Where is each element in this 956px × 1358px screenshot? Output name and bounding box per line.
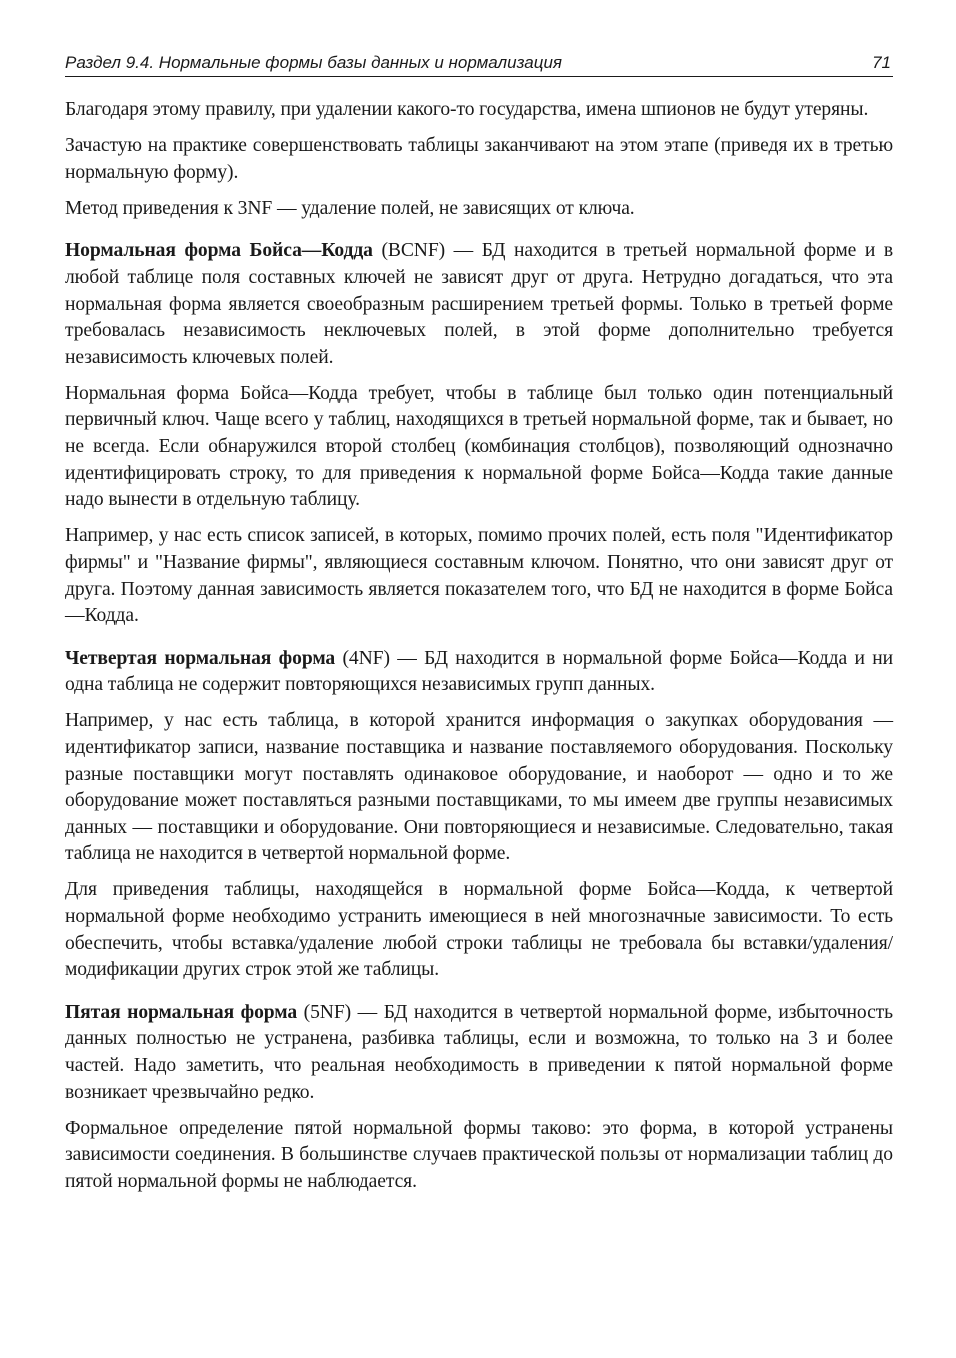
defined-term: Пятая нормальная форма [65, 1001, 298, 1023]
definition-paragraph [65, 646, 893, 699]
body-text [65, 97, 893, 1195]
paragraph-text: (BCNF) — БД находится в третьей нормальной форме и в любой таблице поля составных ключей не зависят друг от друга. Нетрудно догадаться, что эта нормальная форма является своеобразным расширением третьей формы. Только в третьей форме требовалась независимость неключевых полей, в этой форме дополнительно требуется независимость ключевых полей. [65, 240, 893, 368]
running-header [65, 52, 893, 77]
paragraph [65, 708, 893, 868]
paragraph [65, 1116, 893, 1196]
book-page [65, 52, 893, 1205]
defined-term: Нормальная форма Бойса—Кодда [65, 240, 373, 262]
paragraph-text: Зачастую на практике совершенствовать таблицы заканчивают на этом этапе (приведя их в третью нормальную форму). [65, 135, 893, 183]
paragraph-text: Благодаря этому правилу, при удалении какого-то государства, имена шпионов не будут утеряны. [65, 99, 869, 120]
defined-term: Четвертая нормальная форма [65, 647, 336, 669]
paragraph [65, 133, 893, 186]
paragraph [65, 877, 893, 983]
page-number: 71 [872, 53, 891, 72]
paragraph-text: Для приведения таблицы, находящейся в нормальной форме Бойса—Кодда, к четвертой нормальной форме необходимо устранить имеющиеся в ней многозначные зависимости. То есть обеспечить, чтобы вставка/удаление любой строки таблицы не требовала бы вставки/удаления/модификации других строк этой же таблицы. [65, 879, 893, 981]
paragraph [65, 97, 893, 124]
section-title: Раздел 9.4. Нормальные формы базы данных и нормализация [65, 53, 562, 72]
paragraph-text: (5NF) — БД находится в четвертой нормальной форме, избыточность данных полностью не устранена, разбивка таблицы, если и возможна, то только на 3 и более частей. Надо заметить, что реальная необходимость в приведении к пятой нормальной форме возникает чрезвычайно редко. [65, 1001, 893, 1103]
paragraph [65, 381, 893, 514]
paragraph [65, 196, 893, 223]
paragraph-text: Например, у нас есть таблица, в которой хранится информация о закупках оборудования — идентификатор записи, название поставщика и название поставляемого оборудования. Поскольку разные поставщики могут поставлять одинаковое оборудование, и наоборот — одно и то же оборудование может поставляться разными поставщиками, то мы имеем две группы независимых данных — поставщики и оборудование. Они повторяющиеся и независимые. Следовательно, такая таблица не находится в четвертой нормальной форме. [65, 710, 893, 865]
paragraph-text: (4NF) — БД находится в нормальной форме Бойса—Кодда и ни одна таблица не содержит повторяющихся независимых групп данных. [65, 647, 893, 696]
paragraph-text: Нормальная форма Бойса—Кодда требует, чтобы в таблице был только один потенциальный первичный ключ. Чаще всего у таблиц, находящихся в третьей нормальной форме, так и бывает, но не всегда. Если обнаружился второй столбец (комбинация столбцов), позволяющий однозначно идентифицировать строку, то для приведения к нормальной форме Бойса—Кодда такие данные надо вынести в отдельную таблицу. [65, 382, 893, 511]
paragraph-text: Например, у нас есть список записей, в которых, помимо прочих полей, есть поля "Идентификатор фирмы" и "Название фирмы", являющиеся составным ключом. Понятно, что они зависят друг от друга. Поэтому данная зависимость является показателем того, что БД не находится в форме Бойса—Кодда. [65, 525, 893, 627]
definition-paragraph [65, 238, 893, 371]
paragraph-text: Метод приведения к 3NF — удаление полей, не зависящих от ключа. [65, 197, 635, 219]
paragraph-text: Формальное определение пятой нормальной формы таково: это форма, в которой устранены зависимости соединения. В большинстве случаев практической пользы от нормализации таблиц до пятой нормальной формы не наблюдается. [65, 1117, 893, 1192]
paragraph [65, 523, 893, 629]
definition-paragraph [65, 1000, 893, 1106]
